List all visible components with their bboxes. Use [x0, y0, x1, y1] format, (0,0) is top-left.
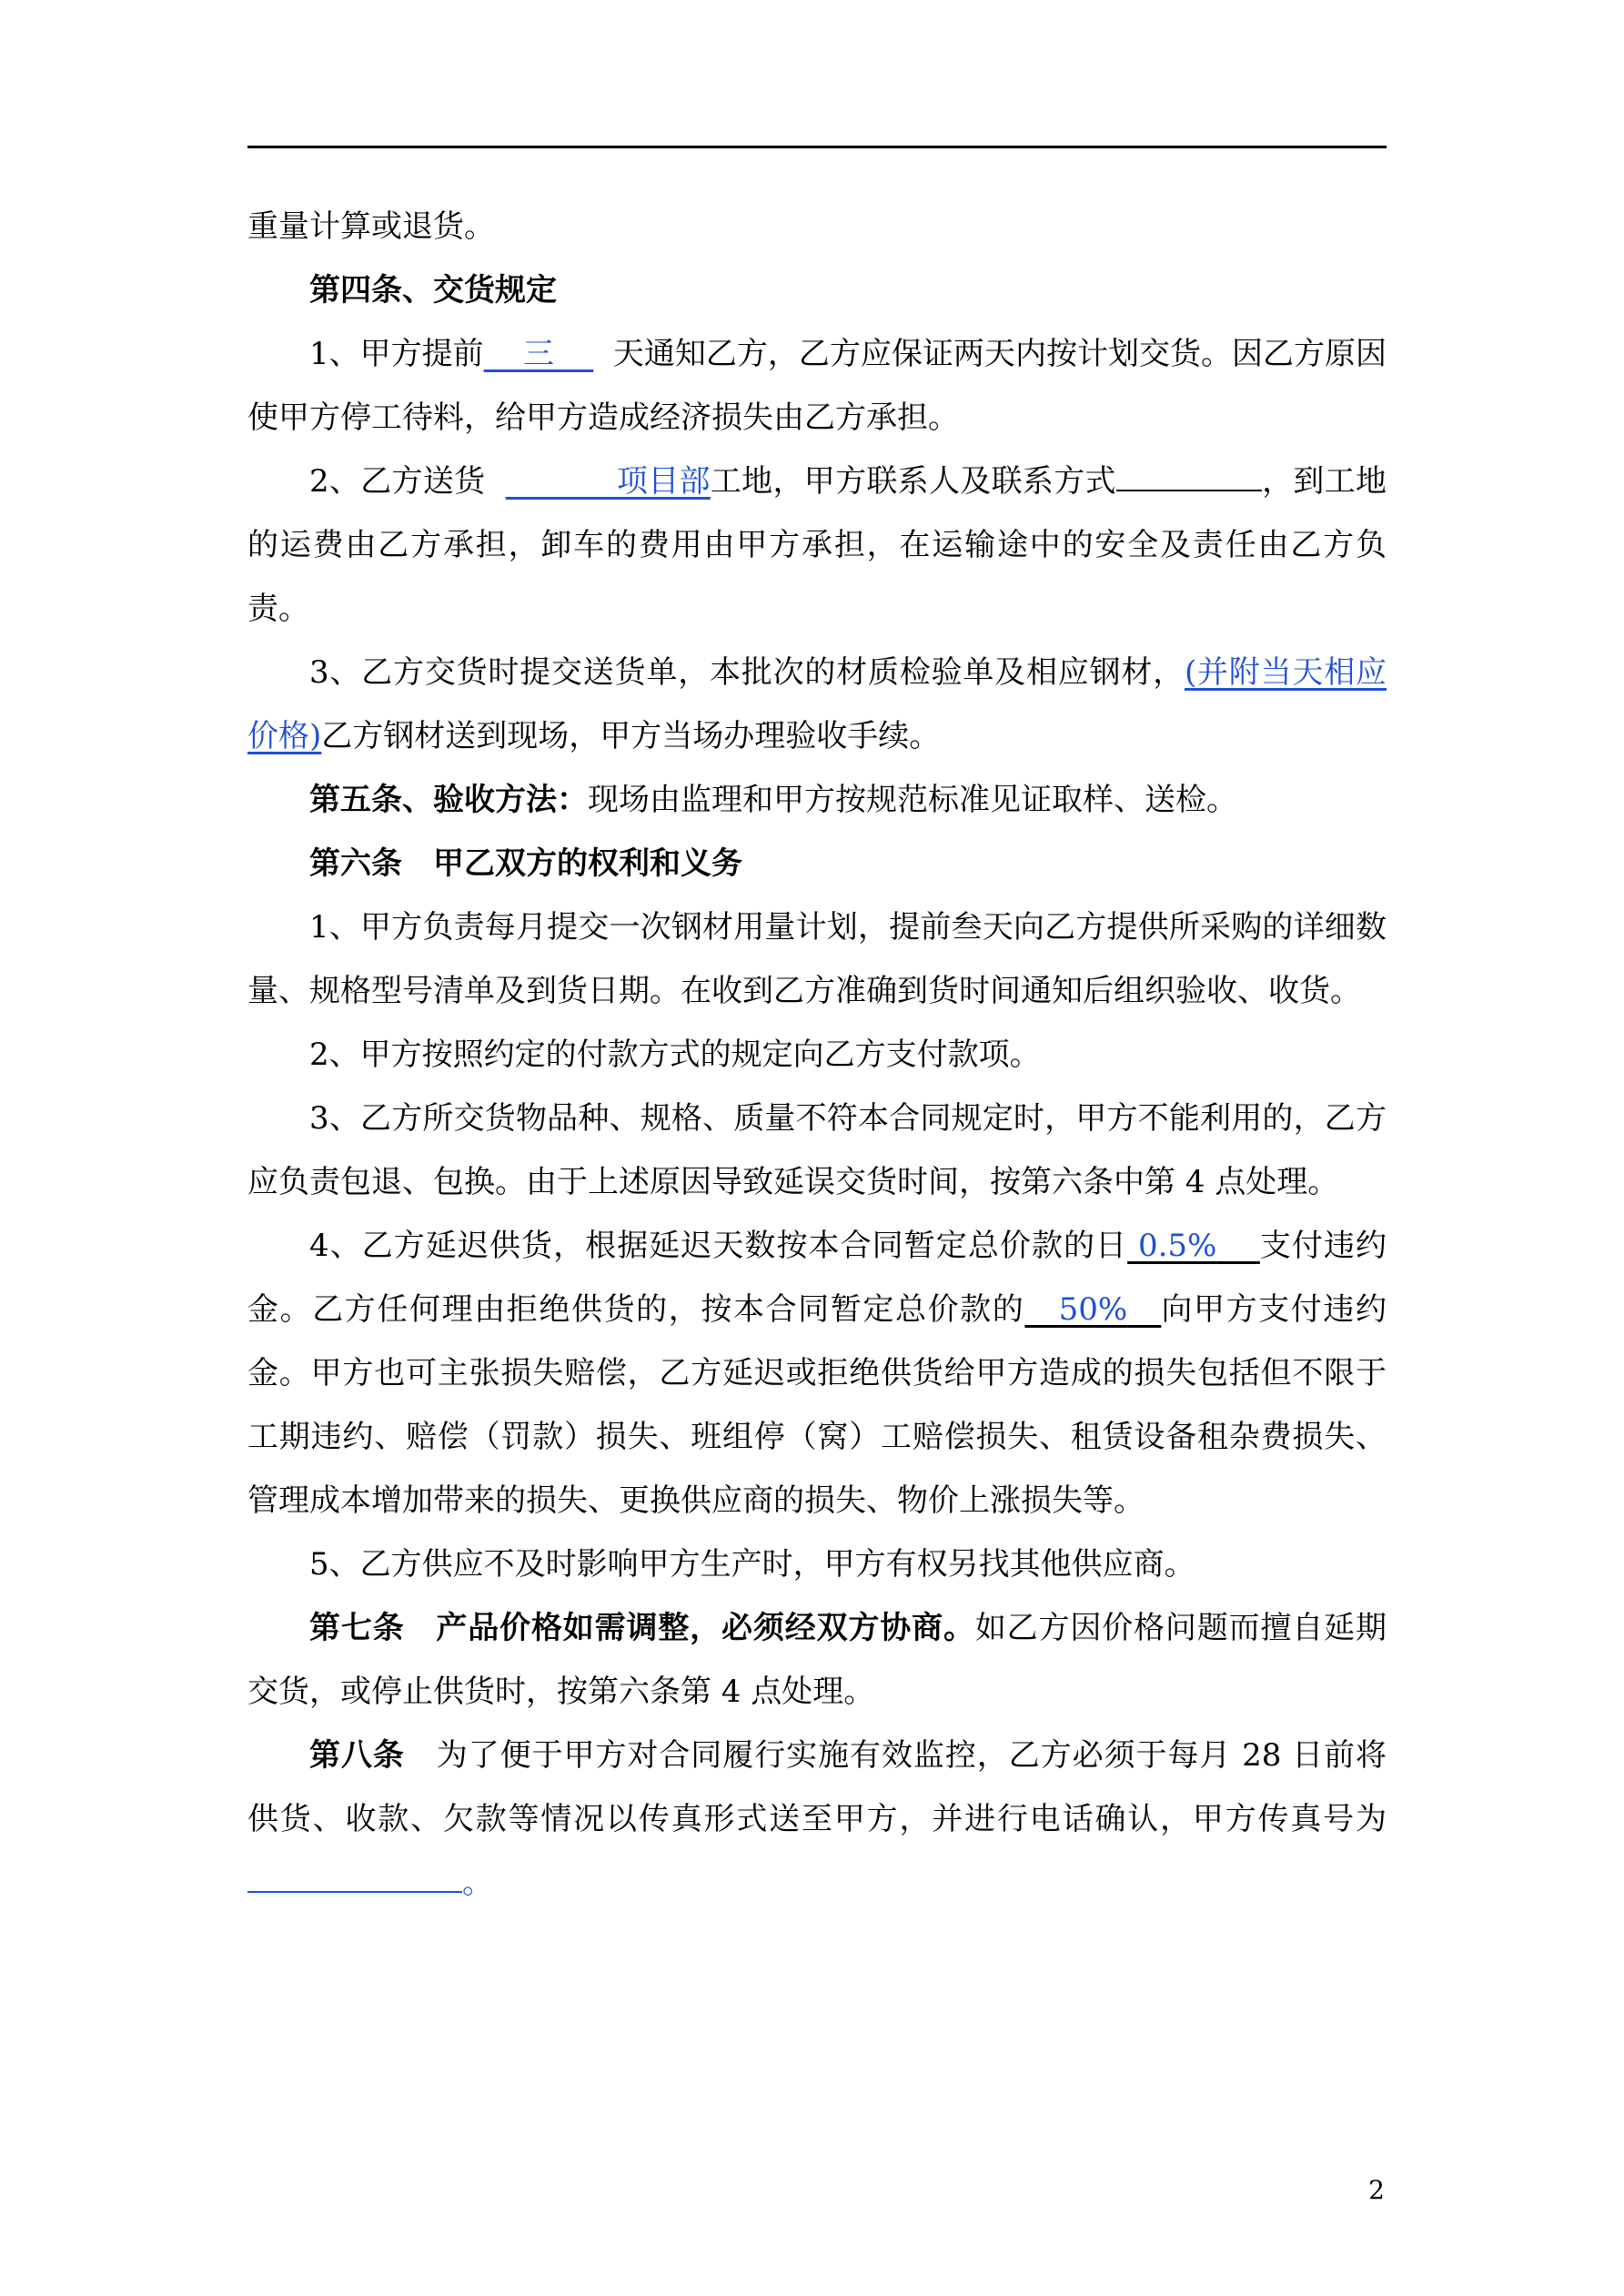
paragraph-continuation: [247, 195, 1387, 258]
article-4-clause-2: [247, 450, 1387, 641]
heading-text: 第七条 产品价格如需调整，必须经双方协商。: [309, 1610, 975, 1646]
article-6-clause-2: [247, 1023, 1387, 1087]
text: 。: [462, 1865, 493, 1901]
price-note-link[interactable]: (并附当天相应价格): [247, 654, 1387, 754]
delivery-site-field[interactable]: 项目部: [616, 463, 711, 500]
heading-text: 第四条、交货规定: [309, 272, 557, 308]
heading-text: 第八条: [309, 1737, 405, 1774]
header-rule: [247, 146, 1387, 148]
text: 1、甲方提前: [309, 336, 484, 372]
article-8: [247, 1724, 1387, 1915]
article-6-clause-3: [247, 1087, 1387, 1214]
text: 工地，甲方联系人及联系方式: [710, 463, 1116, 500]
article-4-clause-3: [247, 641, 1387, 768]
text: 1、甲方负责每月提交一次钢材用量计划，提前叁天向乙方提供所采购的详细数量、规格型号清单及到货日期。在收到乙方准确到货时间通知后组织验收、收货。: [247, 909, 1387, 1009]
fax-number-blank[interactable]: [247, 1860, 462, 1893]
text: 向甲方支付违约金。甲方也可主张损失赔偿，乙方延迟或拒绝供货给甲方造成的损失包括但不限于工期违约、赔偿（罚款）损失、班组停（窝）工赔偿损失、租赁设备租杂费损失、管理成本增加带来的损失、更换供应商的损失、物价上涨损失等。: [247, 1291, 1387, 1519]
text: 为了便于甲方对合同履行实施有效监控，乙方必须于每月 28 日前将供货、收款、欠款等情况以传真形式送至甲方，并进行电话确认，甲方传真号为: [247, 1737, 1387, 1837]
daily-penalty-field[interactable]: 0.5%: [1137, 1228, 1217, 1264]
text: ，到工地的运费由乙方承担，卸车的费用由甲方承担，在运输途中的安全及责任由乙方负责。: [247, 463, 1387, 627]
text: 4、乙方延迟供货，根据延迟天数按本合同暂定总价款的日: [309, 1228, 1128, 1264]
refusal-penalty-field[interactable]: 50%: [1058, 1291, 1128, 1328]
text: 重量计算或退货。: [247, 208, 495, 245]
article-6-clause-5: [247, 1532, 1387, 1596]
text: 3、乙方交货时提交送货单，本批次的材质检验单及相应钢材，: [309, 654, 1185, 691]
article-7: [247, 1596, 1387, 1724]
notice-days-field[interactable]: 三: [522, 336, 554, 372]
article-4-clause-1: [247, 322, 1387, 450]
article-6-heading: [247, 832, 1387, 895]
text: 如乙方因价格问题而擅自延期交货，或停止供货时，按第六条第 4 点处理。: [247, 1610, 1387, 1710]
heading-text: 第五条、验收方法：: [309, 782, 588, 818]
text: 现场由监理和甲方按规范标准见证取样、送检。: [588, 782, 1237, 818]
page-number: 2: [1368, 2175, 1385, 2205]
text: 天通知乙方，乙方应保证两天内按计划交货。因乙方原因使甲方停工待料，给甲方造成经济损失由乙方承担。: [247, 336, 1387, 436]
text: 支付违约金。乙方任何理由拒绝供货的，按本合同暂定总价款的: [247, 1228, 1387, 1328]
heading-text: 第六条 甲乙双方的权利和义务: [309, 845, 742, 882]
text: 2、乙方送货: [309, 463, 486, 500]
text: 5、乙方供应不及时影响甲方生产时，甲方有权另找其他供应商。: [309, 1546, 1195, 1583]
contact-blank[interactable]: [1116, 459, 1262, 491]
text: 3、乙方所交货物品种、规格、质量不符本合同规定时，甲方不能利用的，乙方应负责包退、包换。由于上述原因导致延误交货时间，按第六条中第 4 点处理。: [247, 1100, 1387, 1200]
text: 2、甲方按照约定的付款方式的规定向乙方支付款项。: [309, 1037, 1041, 1073]
article-6-clause-4: [247, 1214, 1387, 1532]
article-4-heading: [247, 258, 1387, 322]
text: 乙方钢材送到现场，甲方当场办理验收手续。: [321, 718, 941, 754]
article-6-clause-1: [247, 895, 1387, 1023]
article-5: [247, 768, 1387, 832]
document-body: [247, 195, 1387, 1915]
